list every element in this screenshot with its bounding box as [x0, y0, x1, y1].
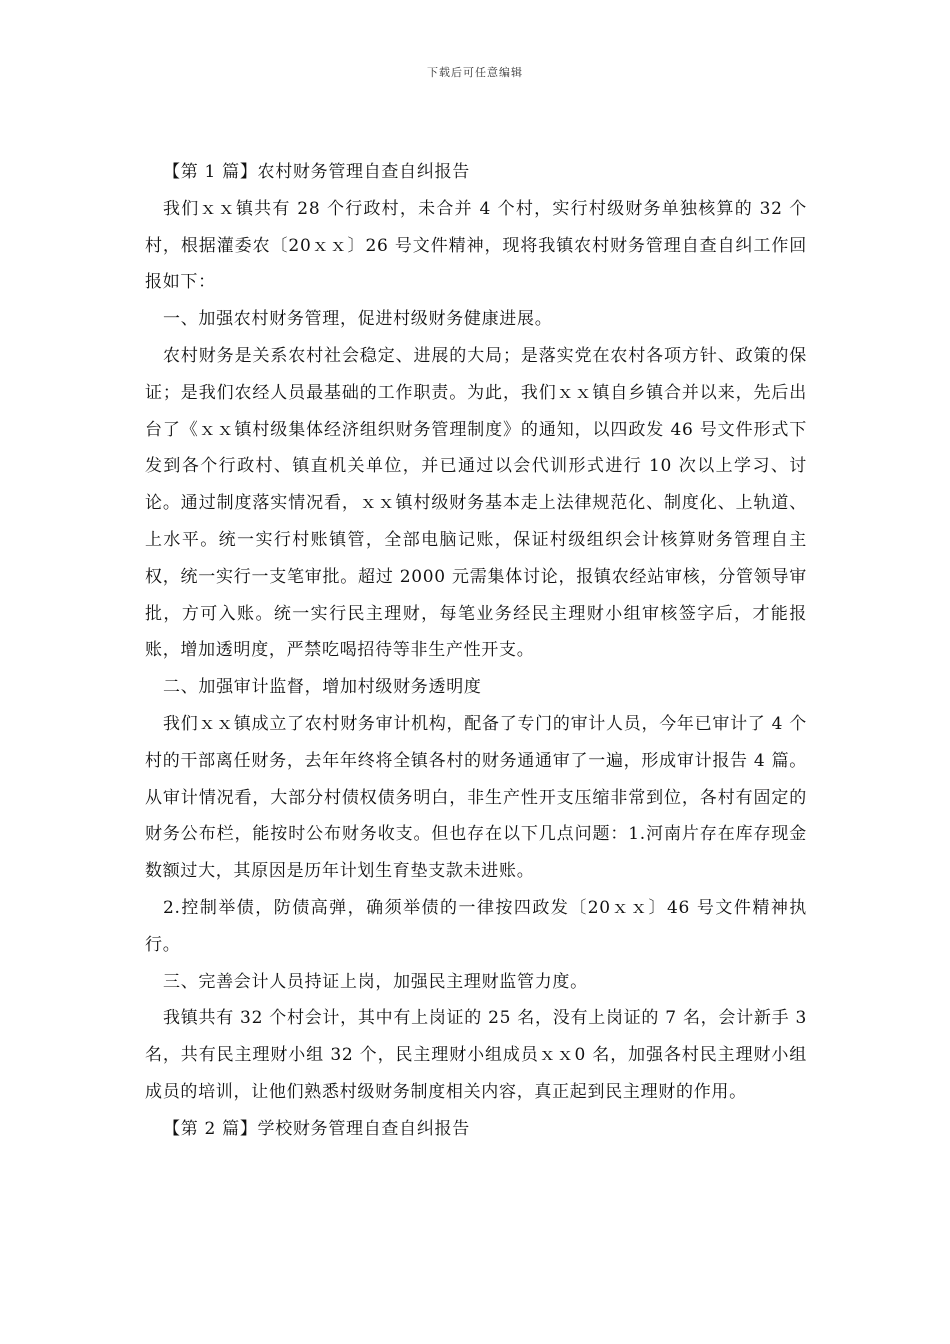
page-header: 下载后可任意编辑 — [427, 66, 523, 79]
section-1-paragraph: 农村财务是关系农村社会稳定、进展的大局；是落实党在农村各项方针、政策的保证；是我们农经人员最基础的工作职责。为此，我们ｘｘ镇自乡镇合并以来，先后出台了《ｘｘ镇村级集体经济组织财务管理制度》的通知，以四政发 46 号文件形式下发到各个行政村、镇直机关单位，并已通过以会代训形式进行 10 次以上学习、讨论。通过制度落实情况看，ｘｘ镇村级财务基本走上法律规范化、制度化、上轨道、上水平。统一实行村账镇管，全部电脑记账，保证村级组织会计核算财务管理自主权，统一实行一支笔审批。超过 2000 元需集体讨论，报镇农经站审核，分管领导审批，方可入账。统一实行民主理财，每笔业务经民主理财小组审核签字后，才能报账，增加透明度，严禁吃喝招待等非生产性开支。 — [145, 345, 807, 661]
intro-paragraph: 我们ｘｘ镇共有 28 个行政村，未合并 4 个村，实行村级财务单独核算的 32 个村，根据灌委农〔20ｘｘ〕26 号文件精神，现将我镇农村财务管理自查自纠工作回报如下： — [145, 198, 807, 293]
section-2-heading: 二、加强审计监督，增加村级财务透明度 — [163, 677, 482, 698]
section-2-paragraph: 我们ｘｘ镇成立了农村财务审计机构，配备了专门的审计人员，今年已审计了 4 个村的干部离任财务，去年年终将全镇各村的财务通通审了一遍，形成审计报告 4 篇。从审计情况看，大部分村债权债务明白，非生产性开支压缩非常到位，各村有固定的财务公布栏，能按时公布财务收支。但也存在以下几点问题：1.河南片存在库存现金数额过大，其原因是历年计划生育垫支款未进账。 — [145, 713, 807, 882]
section-3-paragraph: 我镇共有 32 个村会计，其中有上岗证的 25 名，没有上岗证的 7 名，会计新手 3 名，共有民主理财小组 32 个，民主理财小组成员ｘｘ0 名，加强各村民主理财小组成员的培训，让他们熟悉村级财务制度相关内容，真正起到民主理财的作用。 — [145, 1008, 807, 1102]
article-2-title: 【第 2 篇】学校财务管理自查自纠报告 — [163, 1118, 470, 1139]
document-body — [145, 154, 807, 1148]
section-3-heading: 三、完善会计人员持证上岗，加强民主理财监管力度。 — [163, 971, 588, 992]
section-1-heading: 一、加强农村财务管理，促进村级财务健康进展。 — [163, 309, 553, 330]
article-1-title: 【第 1 篇】农村财务管理自查自纠报告 — [163, 162, 470, 182]
section-2-item-2: 2.控制举债，防债高弹，确须举债的一律按四政发〔20ｘｘ〕46 号文件精神执行。 — [145, 897, 807, 955]
